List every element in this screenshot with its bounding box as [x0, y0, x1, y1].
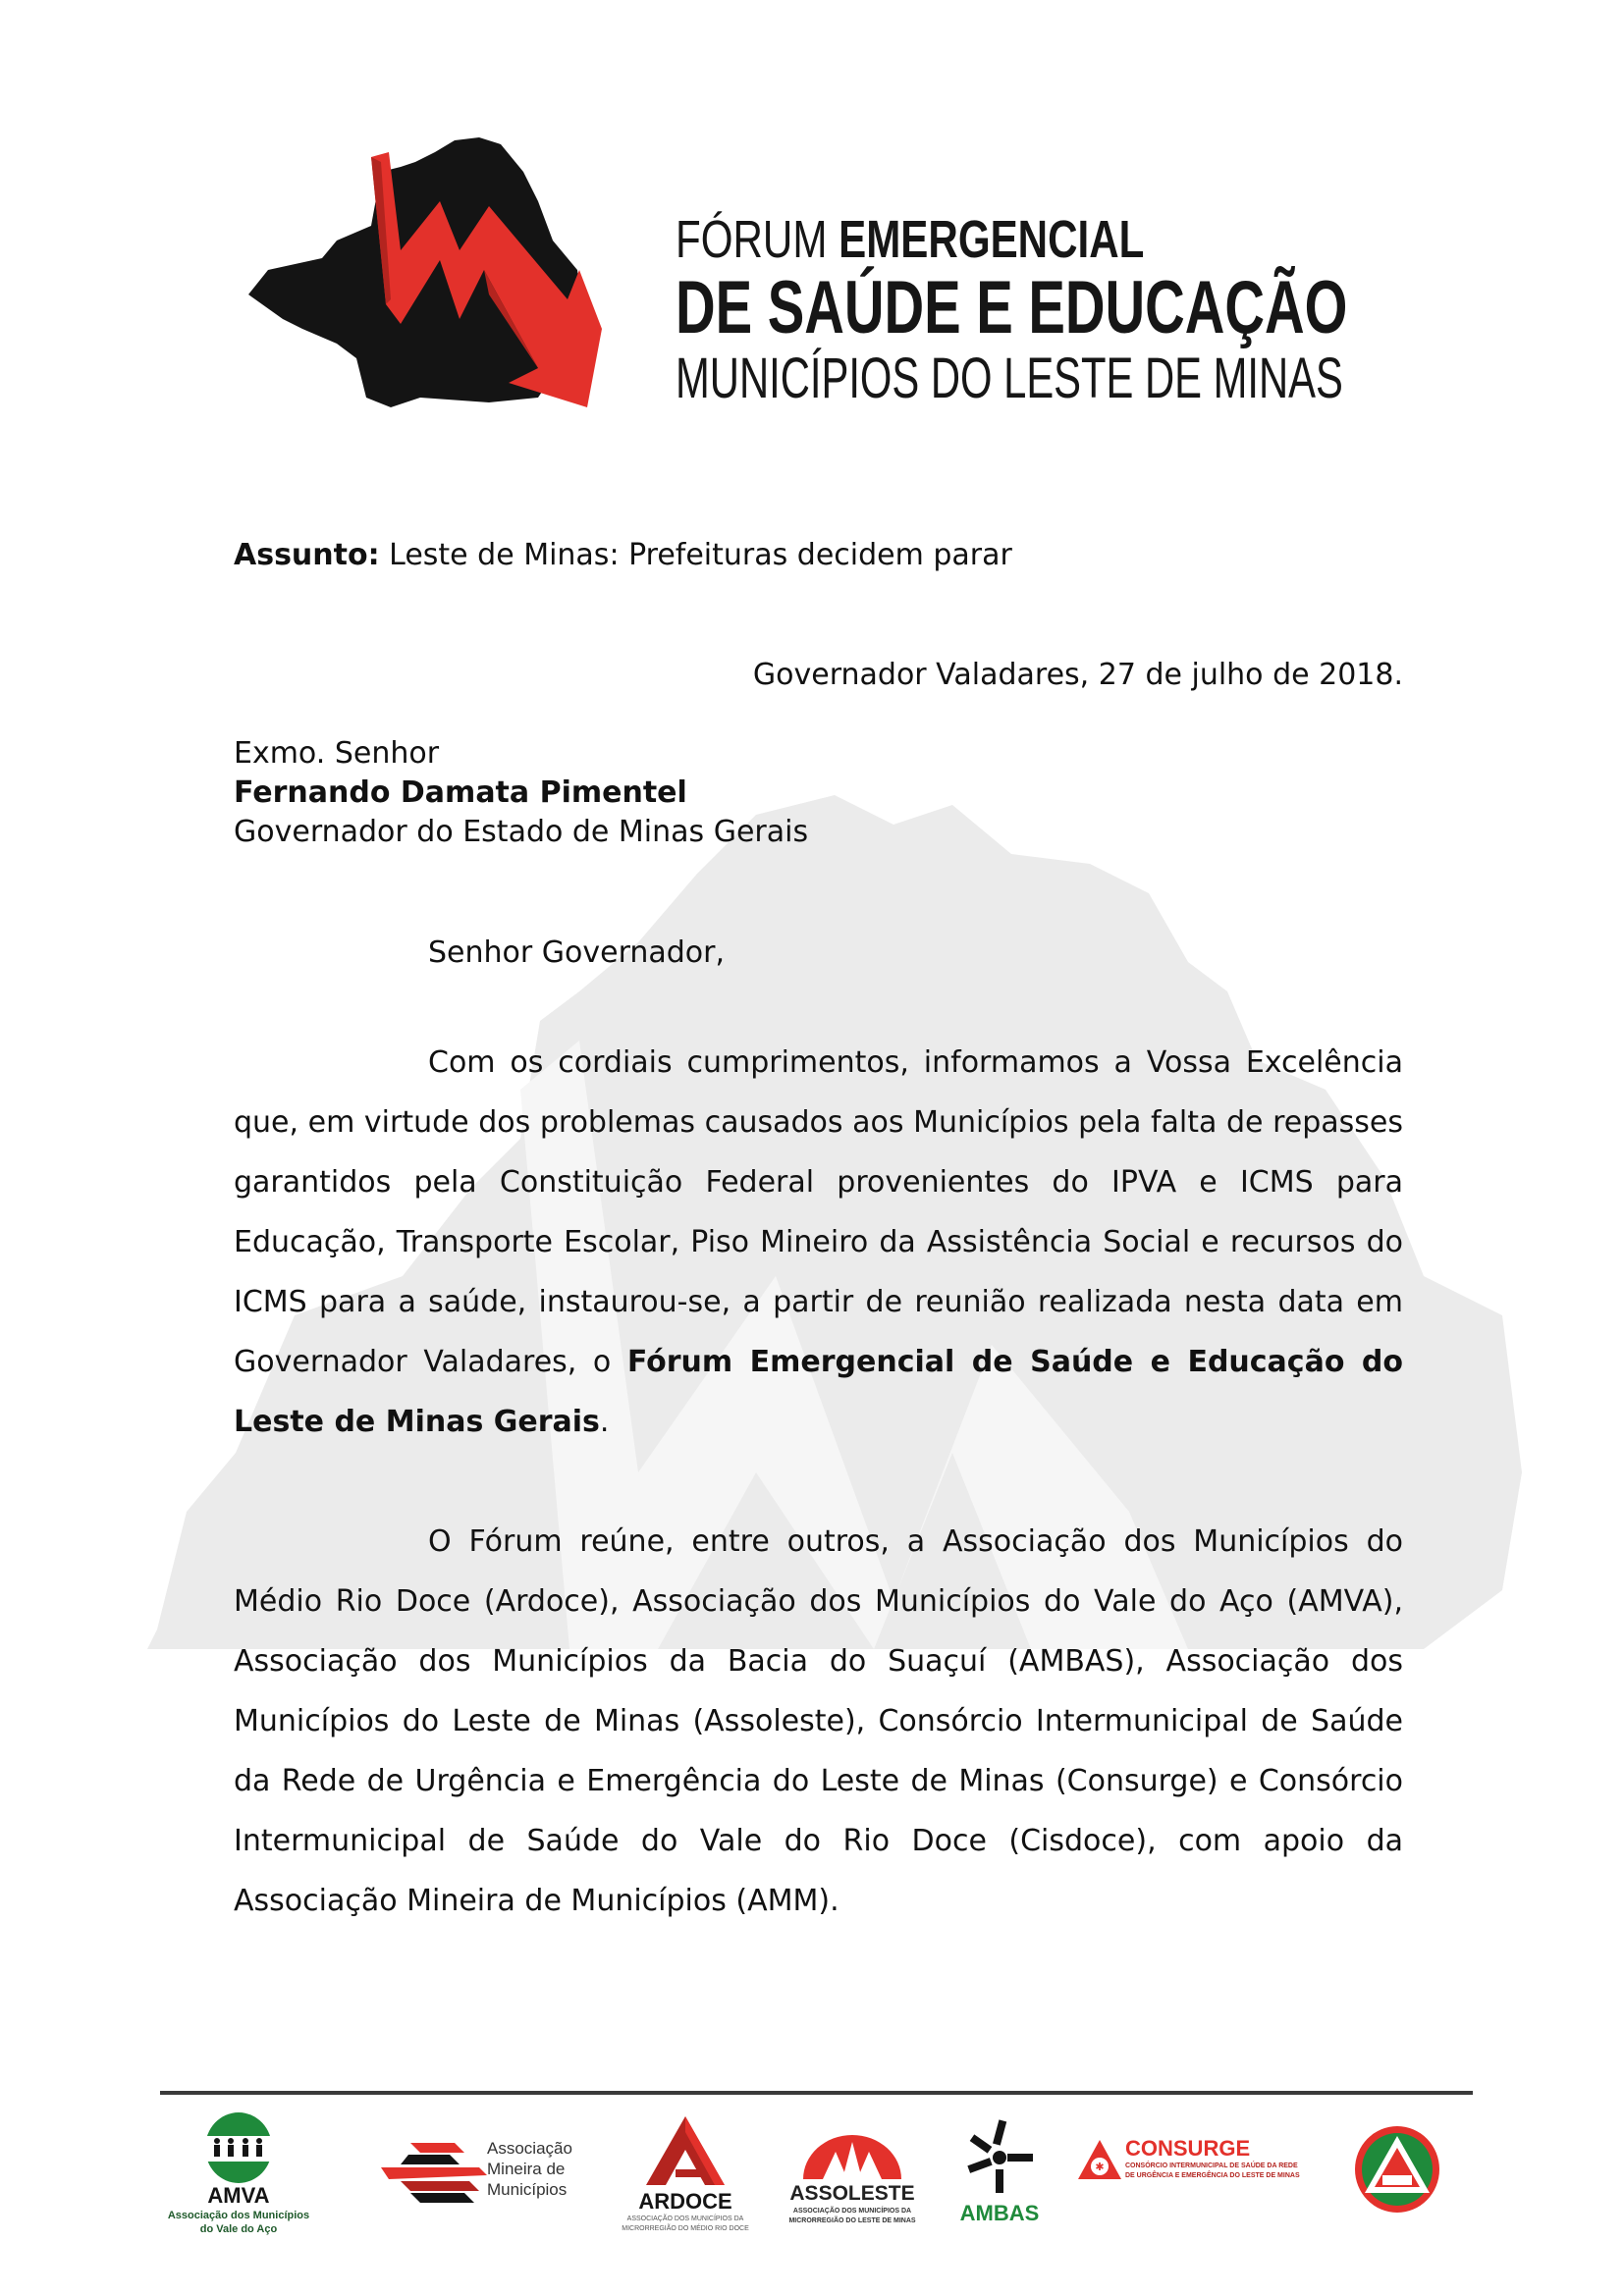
ardoce-logo	[607, 2110, 764, 2258]
logo-title-line2: DE SAÚDE E EDUCAÇÃO	[676, 266, 1348, 349]
paragraph-1-text: Com os cordiais cumprimentos, informamos a Vossa Excelência que, em virtude dos problemas causados aos Municípios pela falta de repasses garantidos pela Constituição Federal provenientes do IPVA e ICMS para Educação, Transporte Escolar, Piso Mineiro da Assistência Social e recursos do ICMS para a saúde, instaurou-se, a partir de reunião realizada nesta data em Governador Valadares, o	[234, 1045, 1403, 1379]
amva-subtitle-1: Associação dos Municípios	[167, 2210, 310, 2221]
amm-line2: Mineira de	[487, 2160, 566, 2178]
forum-name-bold: Fórum Emergencial de Saúde e Educação do Leste de Minas Gerais	[234, 1345, 1404, 1439]
assoleste-subtitle-1: ASSOCIAÇÃO DOS MUNICÍPIOS DA	[792, 2208, 912, 2215]
footer-divider	[160, 2091, 1473, 2095]
logo-title-line1: FÓRUM EMERGENCIAL	[676, 210, 1145, 269]
consurge-emblem-icon	[1078, 2140, 1121, 2179]
ambas-name: AMBAS	[959, 2201, 1040, 2225]
amm-line3: Municípios	[487, 2180, 568, 2199]
amm-line1: Associação	[487, 2139, 572, 2158]
footer-logos	[160, 2110, 1473, 2258]
cisdoce-logo	[1353, 2110, 1441, 2258]
greeting: Senhor Governador,	[428, 935, 726, 970]
amva-emblem-icon	[140, 2110, 337, 2184]
assoleste-emblem-icon	[774, 2132, 931, 2181]
consurge-subtitle-1: CONSÓRCIO INTERMUNICIPAL DE SAÚDE DA REDE	[1125, 2163, 1298, 2169]
logo-title-line3: MUNICÍPIOS DO LESTE DE MINAS	[676, 347, 1343, 410]
consurge-subtitle-2: DE URGÊNCIA E EMERGÊNCIA DO LESTE DE MINAS	[1125, 2172, 1300, 2179]
svg-text:✱: ✱	[1095, 2161, 1105, 2173]
amm-emblem-icon	[381, 2138, 489, 2207]
ardoce-subtitle-1: ASSOCIAÇÃO DOS MUNICÍPIOS DA	[626, 2216, 744, 2222]
assoleste-logo	[774, 2110, 931, 2258]
letter-body	[234, 535, 1403, 1931]
recipient-block	[234, 734, 1403, 852]
cisdoce-emblem-icon	[1353, 2124, 1441, 2215]
consurge-name: CONSURGE	[1125, 2136, 1251, 2161]
recipient-title: Governador do Estado de Minas Gerais	[234, 815, 809, 849]
assoleste-name: ASSOLESTE	[789, 2182, 915, 2205]
recipient-name: Fernando Damata Pimentel	[234, 775, 687, 810]
ardoce-emblem-icon	[607, 2114, 764, 2188]
ardoce-name: ARDOCE	[638, 2189, 732, 2214]
ambas-emblem-icon	[950, 2118, 1049, 2197]
ardoce-subtitle-2: MICRORREGIÃO DO MÉDIO RIO DOCE	[622, 2225, 749, 2232]
subject-label: Assunto:	[234, 538, 380, 572]
letter-date: Governador Valadares, 27 de julho de 2018.	[752, 658, 1403, 692]
paragraph-1-end: .	[599, 1405, 610, 1439]
forum-logo	[244, 133, 1402, 412]
amm-logo	[381, 2110, 587, 2258]
ambas-logo	[950, 2110, 1049, 2258]
subject-text: Leste de Minas: Prefeituras decidem parar	[379, 538, 1012, 572]
paragraph-1	[234, 1033, 1403, 1452]
amva-subtitle-2: do Vale do Aço	[199, 2223, 278, 2235]
paragraph-2: O Fórum reúne, entre outros, a Associação dos Municípios do Médio Rio Doce (Ardoce), Associação dos Municípios do Vale do Aço (AMVA), Associação dos Municípios da Bacia do Suaçuí (AMBAS), Associação dos Municípios do Leste de Minas (Assoleste), Consórcio Intermunicipal de Saúde da Rede de Urgência e Emergência do Leste de Minas (Consurge) e Consórcio Intermunicipal de Saúde do Vale do Rio Doce (Cisdoce), com apoio da Associação Mineira de Municípios (AMM).	[234, 1524, 1403, 1918]
consurge-logo	[1078, 2110, 1324, 2258]
minas-map-arrow-icon	[244, 133, 666, 412]
amva-logo	[140, 2110, 337, 2258]
assoleste-subtitle-2: MICRORREGIÃO DO LESTE DE MINAS	[788, 2217, 916, 2224]
amva-name: AMVA	[207, 2183, 270, 2208]
recipient-salutation: Exmo. Senhor	[234, 736, 440, 771]
subject-line	[234, 535, 1403, 575]
